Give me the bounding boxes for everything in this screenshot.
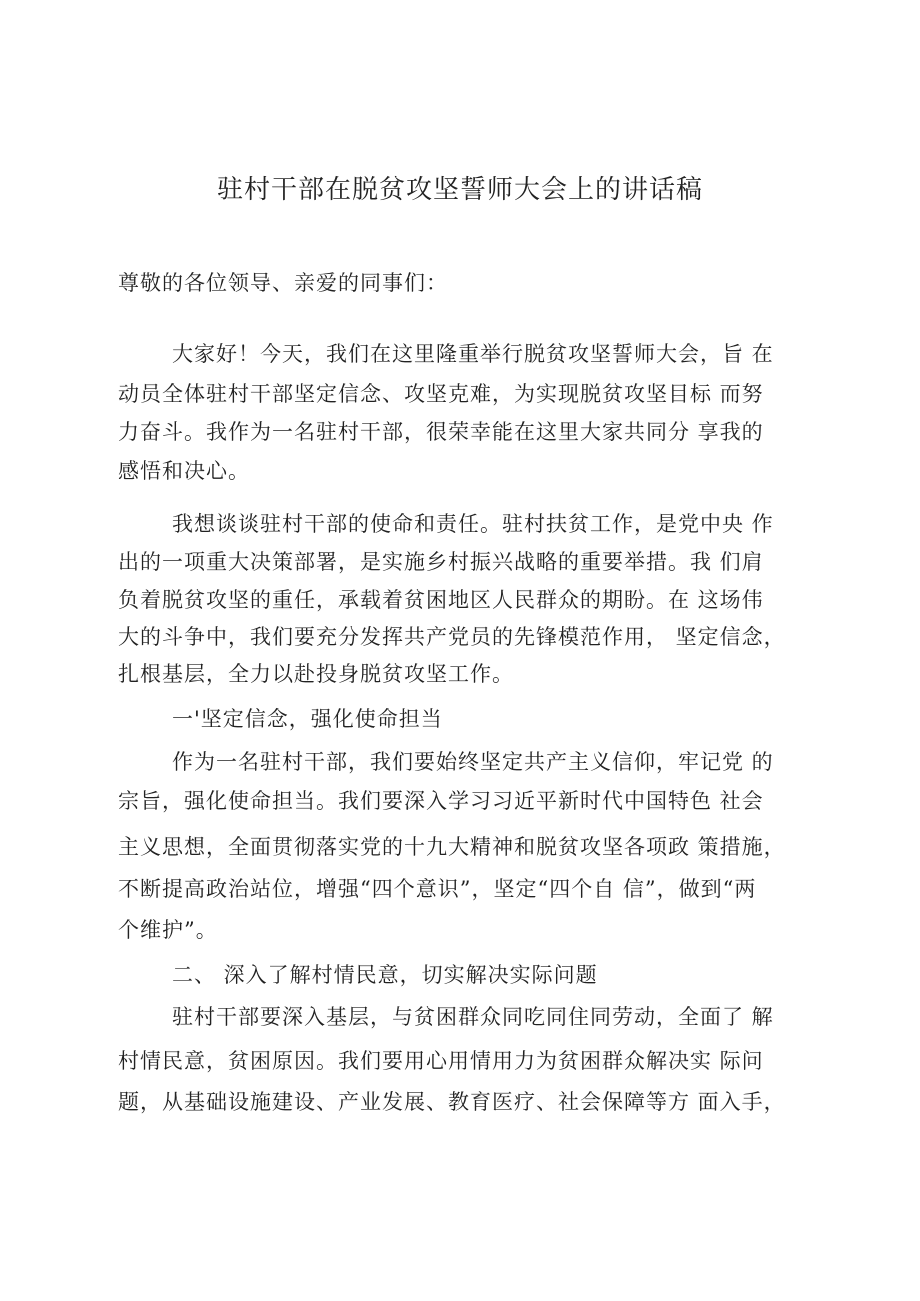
paragraph-line: 大家好！今天，我们在这里隆重举行脱贫攻坚誓师大会，旨 在 <box>172 342 774 366</box>
paragraph-line: 村情民意，贫困原因。我们要用心用情用力为贫困群众解决实 际问 <box>118 1049 764 1073</box>
paragraph-line: 负着脱贫攻坚的重任，承载着贫困地区人民群众的期盼。在 这场伟 <box>118 588 764 612</box>
paragraph-line: 主义思想，全面贯彻落实党的十九大精神和脱贫攻坚各项政 策措施， <box>118 835 786 859</box>
paragraph-line: 个维护”。 <box>118 918 218 942</box>
paragraph-line: 感悟和决心。 <box>118 459 250 483</box>
paragraph-line: 不断提高政治站位，增强“四个意识”，坚定“四个自 信”，做到“两 <box>118 877 757 901</box>
section-heading: 二、 深入了解村情民意，切实解决实际问题 <box>172 963 598 987</box>
paragraph-line: 出的一项重大决策部署，是实施乡村振兴战略的重要举措。我 们肩 <box>118 550 764 574</box>
section-heading: 一'坚定信念，强化使命担当 <box>172 707 443 731</box>
paragraph-line: 动员全体驻村干部坚定信念、攻坚克难，为实现脱贫攻坚目标 而努 <box>118 382 764 406</box>
paragraph-line: 我想谈谈驻村干部的使命和责任。驻村扶贫工作，是党中央 作 <box>172 512 774 536</box>
paragraph-line: 题，从基础设施建设、产业发展、教育医疗、社会保障等方 面入手， <box>118 1090 786 1114</box>
paragraph-line: 宗旨，强化使命担当。我们要深入学习习近平新时代中国特色 社会 <box>118 789 764 813</box>
paragraph-line: 驻村干部要深入基层，与贫困群众同吃同住同劳动，全面了 解 <box>172 1005 774 1029</box>
document-title: 驻村干部在脱贫攻坚誓师大会上的讲话稿 <box>216 175 703 205</box>
paragraph-line: 大的斗争中，我们要充分发挥共产党员的先锋模范作用， 坚定信念， <box>118 625 786 649</box>
paragraph-line: 力奋斗。我作为一名驻村干部，很荣幸能在这里大家共同分 享我的 <box>118 420 764 444</box>
paragraph-line: 作为一名驻村干部，我们要始终坚定共产主义信仰，牢记党 的 <box>172 750 774 774</box>
paragraph-line: 扎根基层，全力以赴投身脱贫攻坚工作。 <box>118 662 514 686</box>
greeting-line: 尊敬的各位领导、亲爱的同事们： <box>118 271 448 295</box>
